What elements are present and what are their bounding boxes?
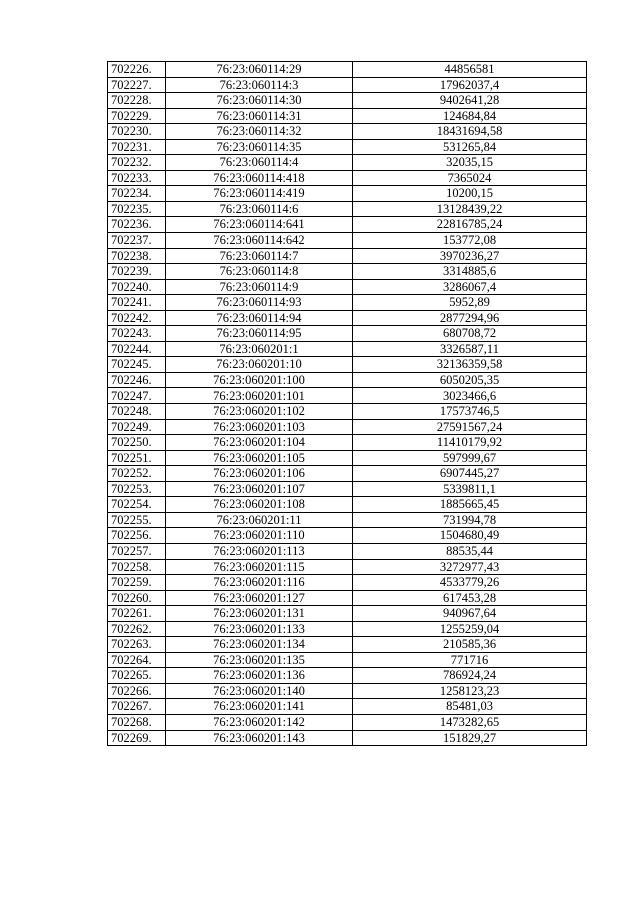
row-number-cell: 702244. bbox=[108, 341, 166, 357]
table-row bbox=[108, 714, 587, 730]
row-number-cell: 702229. bbox=[108, 108, 166, 124]
table-row bbox=[108, 637, 587, 653]
table-row bbox=[108, 310, 587, 326]
row-number-cell: 702260. bbox=[108, 590, 166, 606]
table-row bbox=[108, 730, 587, 746]
row-number-cell: 702267. bbox=[108, 699, 166, 715]
cadastral-value-cell: 18431694,58 bbox=[353, 124, 587, 140]
cadastral-value-cell: 22816785,24 bbox=[353, 217, 587, 233]
cadastral-number-cell: 76:23:060201:131 bbox=[166, 606, 353, 622]
table-row bbox=[108, 108, 587, 124]
cadastral-value-cell: 3326587,11 bbox=[353, 341, 587, 357]
cadastral-number-cell: 76:23:060201:108 bbox=[166, 497, 353, 513]
cadastral-number-cell: 76:23:060201:106 bbox=[166, 466, 353, 482]
cadastral-value-cell: 3286067,4 bbox=[353, 279, 587, 295]
cadastral-number-cell: 76:23:060114:9 bbox=[166, 279, 353, 295]
cadastral-value-cell: 940967,64 bbox=[353, 606, 587, 622]
cadastral-number-cell: 76:23:060201:141 bbox=[166, 699, 353, 715]
row-number-cell: 702238. bbox=[108, 248, 166, 264]
row-number-cell: 702235. bbox=[108, 201, 166, 217]
cadastral-value-cell: 6050205,35 bbox=[353, 372, 587, 388]
cadastral-value-cell: 27591567,24 bbox=[353, 419, 587, 435]
cadastral-number-cell: 76:23:060114:642 bbox=[166, 233, 353, 249]
table-row bbox=[108, 341, 587, 357]
row-number-cell: 702256. bbox=[108, 528, 166, 544]
cadastral-number-cell: 76:23:060201:11 bbox=[166, 512, 353, 528]
row-number-cell: 702237. bbox=[108, 233, 166, 249]
table-row bbox=[108, 528, 587, 544]
cadastral-number-cell: 76:23:060201:102 bbox=[166, 404, 353, 420]
row-number-cell: 702246. bbox=[108, 372, 166, 388]
cadastral-value-cell: 32136359,58 bbox=[353, 357, 587, 373]
cadastral-number-cell: 76:23:060114:418 bbox=[166, 170, 353, 186]
cadastral-number-cell: 76:23:060114:7 bbox=[166, 248, 353, 264]
row-number-cell: 702258. bbox=[108, 559, 166, 575]
cadastral-number-cell: 76:23:060114:6 bbox=[166, 201, 353, 217]
cadastral-number-cell: 76:23:060114:93 bbox=[166, 295, 353, 311]
cadastral-value-cell: 771716 bbox=[353, 652, 587, 668]
row-number-cell: 702233. bbox=[108, 170, 166, 186]
row-number-cell: 702250. bbox=[108, 435, 166, 451]
cadastral-number-cell: 76:23:060114:8 bbox=[166, 264, 353, 280]
table-row bbox=[108, 466, 587, 482]
table-row bbox=[108, 668, 587, 684]
cadastral-number-cell: 76:23:060201:116 bbox=[166, 575, 353, 591]
cadastral-value-cell: 3314885,6 bbox=[353, 264, 587, 280]
row-number-cell: 702252. bbox=[108, 466, 166, 482]
table-row bbox=[108, 559, 587, 575]
cadastral-value-cell: 85481,03 bbox=[353, 699, 587, 715]
cadastral-value-cell: 531265,84 bbox=[353, 139, 587, 155]
table-row bbox=[108, 621, 587, 637]
row-number-cell: 702245. bbox=[108, 357, 166, 373]
cadastral-value-cell: 3970236,27 bbox=[353, 248, 587, 264]
table-row bbox=[108, 683, 587, 699]
cadastral-value-cell: 731994,78 bbox=[353, 512, 587, 528]
cadastral-value-cell: 1504680,49 bbox=[353, 528, 587, 544]
table-row bbox=[108, 450, 587, 466]
cadastral-number-cell: 76:23:060201:133 bbox=[166, 621, 353, 637]
cadastral-value-cell: 1255259,04 bbox=[353, 621, 587, 637]
cadastral-number-cell: 76:23:060201:143 bbox=[166, 730, 353, 746]
table-row bbox=[108, 201, 587, 217]
table-row bbox=[108, 264, 587, 280]
cadastral-number-cell: 76:23:060201:104 bbox=[166, 435, 353, 451]
cadastral-number-cell: 76:23:060201:105 bbox=[166, 450, 353, 466]
cadastral-value-cell: 32035,15 bbox=[353, 155, 587, 171]
table-row bbox=[108, 124, 587, 140]
cadastral-number-cell: 76:23:060114:419 bbox=[166, 186, 353, 202]
row-number-cell: 702257. bbox=[108, 543, 166, 559]
cadastral-number-cell: 76:23:060114:31 bbox=[166, 108, 353, 124]
table-row bbox=[108, 606, 587, 622]
cadastral-value-cell: 17573746,5 bbox=[353, 404, 587, 420]
cadastral-value-cell: 680708,72 bbox=[353, 326, 587, 342]
cadastral-number-cell: 76:23:060201:107 bbox=[166, 481, 353, 497]
row-number-cell: 702228. bbox=[108, 93, 166, 109]
cadastral-value-cell: 151829,27 bbox=[353, 730, 587, 746]
cadastral-number-cell: 76:23:060201:113 bbox=[166, 543, 353, 559]
row-number-cell: 702259. bbox=[108, 575, 166, 591]
table-row bbox=[108, 481, 587, 497]
cadastral-value-cell: 617453,28 bbox=[353, 590, 587, 606]
cadastral-value-table bbox=[107, 61, 587, 746]
cadastral-value-cell: 7365024 bbox=[353, 170, 587, 186]
cadastral-number-cell: 76:23:060201:100 bbox=[166, 372, 353, 388]
cadastral-number-cell: 76:23:060201:135 bbox=[166, 652, 353, 668]
cadastral-number-cell: 76:23:060114:29 bbox=[166, 62, 353, 78]
cadastral-number-cell: 76:23:060201:136 bbox=[166, 668, 353, 684]
row-number-cell: 702231. bbox=[108, 139, 166, 155]
row-number-cell: 702268. bbox=[108, 714, 166, 730]
cadastral-number-cell: 76:23:060114:30 bbox=[166, 93, 353, 109]
table-row bbox=[108, 404, 587, 420]
row-number-cell: 702227. bbox=[108, 77, 166, 93]
cadastral-value-cell: 44856581 bbox=[353, 62, 587, 78]
table-row bbox=[108, 326, 587, 342]
row-number-cell: 702249. bbox=[108, 419, 166, 435]
table-row bbox=[108, 139, 587, 155]
cadastral-value-cell: 11410179,92 bbox=[353, 435, 587, 451]
table-row bbox=[108, 388, 587, 404]
cadastral-value-cell: 597999,67 bbox=[353, 450, 587, 466]
table-row bbox=[108, 62, 587, 78]
row-number-cell: 702255. bbox=[108, 512, 166, 528]
cadastral-number-cell: 76:23:060201:127 bbox=[166, 590, 353, 606]
cadastral-value-cell: 6907445,27 bbox=[353, 466, 587, 482]
table-row bbox=[108, 217, 587, 233]
row-number-cell: 702248. bbox=[108, 404, 166, 420]
cadastral-number-cell: 76:23:060114:95 bbox=[166, 326, 353, 342]
table-row bbox=[108, 419, 587, 435]
table-row bbox=[108, 233, 587, 249]
table-row bbox=[108, 186, 587, 202]
cadastral-value-cell: 1885665,45 bbox=[353, 497, 587, 513]
table-row bbox=[108, 497, 587, 513]
cadastral-number-cell: 76:23:060201:10 bbox=[166, 357, 353, 373]
cadastral-value-cell: 13128439,22 bbox=[353, 201, 587, 217]
row-number-cell: 702232. bbox=[108, 155, 166, 171]
cadastral-number-cell: 76:23:060201:101 bbox=[166, 388, 353, 404]
row-number-cell: 702241. bbox=[108, 295, 166, 311]
table-row bbox=[108, 279, 587, 295]
cadastral-value-cell: 3272977,43 bbox=[353, 559, 587, 575]
row-number-cell: 702226. bbox=[108, 62, 166, 78]
table-row bbox=[108, 77, 587, 93]
row-number-cell: 702239. bbox=[108, 264, 166, 280]
row-number-cell: 702262. bbox=[108, 621, 166, 637]
row-number-cell: 702234. bbox=[108, 186, 166, 202]
table-row bbox=[108, 170, 587, 186]
cadastral-value-cell: 3023466,6 bbox=[353, 388, 587, 404]
cadastral-value-cell: 5952,89 bbox=[353, 295, 587, 311]
row-number-cell: 702240. bbox=[108, 279, 166, 295]
cadastral-number-cell: 76:23:060201:140 bbox=[166, 683, 353, 699]
table-row bbox=[108, 357, 587, 373]
cadastral-number-cell: 76:23:060114:4 bbox=[166, 155, 353, 171]
table-row bbox=[108, 372, 587, 388]
row-number-cell: 702242. bbox=[108, 310, 166, 326]
cadastral-value-cell: 153772,08 bbox=[353, 233, 587, 249]
cadastral-number-cell: 76:23:060201:142 bbox=[166, 714, 353, 730]
row-number-cell: 702269. bbox=[108, 730, 166, 746]
table-row bbox=[108, 435, 587, 451]
cadastral-number-cell: 76:23:060114:3 bbox=[166, 77, 353, 93]
cadastral-value-cell: 124684,84 bbox=[353, 108, 587, 124]
cadastral-value-cell: 10200,15 bbox=[353, 186, 587, 202]
row-number-cell: 702243. bbox=[108, 326, 166, 342]
row-number-cell: 702254. bbox=[108, 497, 166, 513]
row-number-cell: 702264. bbox=[108, 652, 166, 668]
cadastral-number-cell: 76:23:060114:32 bbox=[166, 124, 353, 140]
cadastral-number-cell: 76:23:060201:103 bbox=[166, 419, 353, 435]
cadastral-number-cell: 76:23:060114:641 bbox=[166, 217, 353, 233]
cadastral-number-cell: 76:23:060201:1 bbox=[166, 341, 353, 357]
row-number-cell: 702266. bbox=[108, 683, 166, 699]
cadastral-value-cell: 210585,36 bbox=[353, 637, 587, 653]
table-row bbox=[108, 512, 587, 528]
table-row bbox=[108, 93, 587, 109]
row-number-cell: 702251. bbox=[108, 450, 166, 466]
cadastral-number-cell: 76:23:060201:134 bbox=[166, 637, 353, 653]
row-number-cell: 702230. bbox=[108, 124, 166, 140]
cadastral-value-cell: 2877294,96 bbox=[353, 310, 587, 326]
row-number-cell: 702236. bbox=[108, 217, 166, 233]
cadastral-number-cell: 76:23:060114:94 bbox=[166, 310, 353, 326]
cadastral-value-cell: 9402641,28 bbox=[353, 93, 587, 109]
row-number-cell: 702263. bbox=[108, 637, 166, 653]
cadastral-value-cell: 1258123,23 bbox=[353, 683, 587, 699]
row-number-cell: 702265. bbox=[108, 668, 166, 684]
cadastral-number-cell: 76:23:060201:115 bbox=[166, 559, 353, 575]
table-row bbox=[108, 295, 587, 311]
table-row bbox=[108, 575, 587, 591]
cadastral-value-cell: 786924,24 bbox=[353, 668, 587, 684]
row-number-cell: 702253. bbox=[108, 481, 166, 497]
table-row bbox=[108, 155, 587, 171]
cadastral-value-cell: 1473282,65 bbox=[353, 714, 587, 730]
table-row bbox=[108, 543, 587, 559]
cadastral-number-cell: 76:23:060114:35 bbox=[166, 139, 353, 155]
row-number-cell: 702261. bbox=[108, 606, 166, 622]
row-number-cell: 702247. bbox=[108, 388, 166, 404]
cadastral-value-cell: 88535,44 bbox=[353, 543, 587, 559]
table-row bbox=[108, 699, 587, 715]
table-row bbox=[108, 590, 587, 606]
table-row bbox=[108, 652, 587, 668]
cadastral-value-cell: 17962037,4 bbox=[353, 77, 587, 93]
cadastral-number-cell: 76:23:060201:110 bbox=[166, 528, 353, 544]
cadastral-value-cell: 4533779,26 bbox=[353, 575, 587, 591]
cadastral-value-cell: 5339811,1 bbox=[353, 481, 587, 497]
table-row bbox=[108, 248, 587, 264]
table-body bbox=[108, 62, 587, 746]
